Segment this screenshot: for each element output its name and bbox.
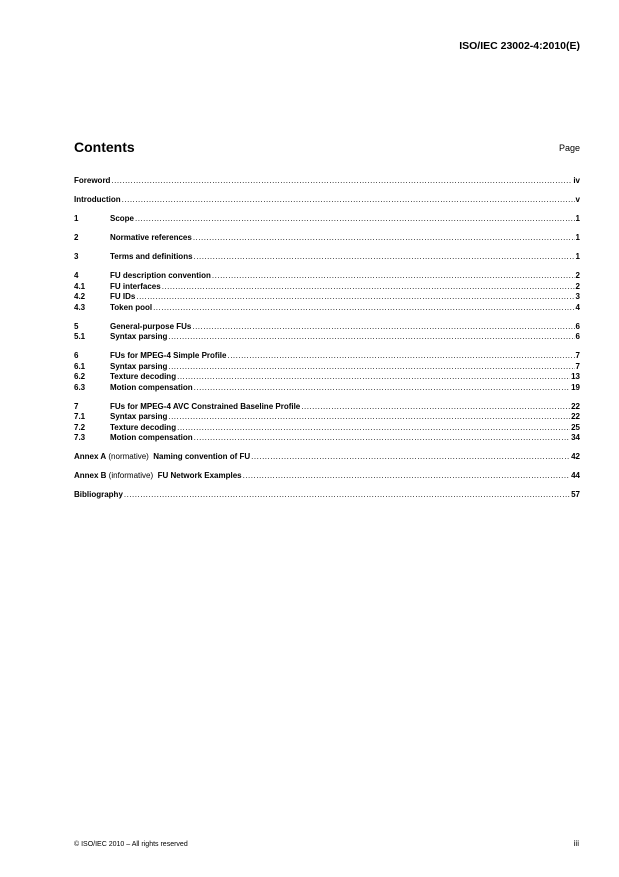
dot-leader: [122, 195, 575, 206]
toc-entry-number: 4.2: [74, 292, 86, 301]
toc-entry-title-main: Scope: [110, 214, 135, 223]
toc-entry-title: [110, 362, 167, 373]
toc-entry[interactable]: [74, 176, 580, 187]
toc-entry[interactable]: [74, 402, 580, 413]
toc-entry-title-main: FUs for MPEG-4 Simple Profile: [110, 351, 227, 360]
toc-entry-title-main: Annex B: [74, 471, 107, 480]
dot-leader: [135, 214, 575, 225]
toc-entry-page: 44: [571, 471, 580, 480]
dot-leader: [136, 292, 574, 303]
toc-entry-title: [74, 471, 242, 482]
toc-entry[interactable]: [74, 383, 580, 394]
toc-entry-title-main: General-purpose FUs: [110, 321, 192, 331]
toc-entry-title-main: Texture decoding: [110, 422, 177, 432]
toc-entry-annex-title: Naming convention of FU: [153, 452, 251, 461]
toc-entry-number: 3: [74, 252, 79, 261]
toc-entry-title-main: Motion compensation: [110, 382, 193, 392]
toc-entry-number: 6.2: [74, 372, 86, 381]
toc-entry-page: 1: [575, 214, 580, 223]
toc-entry-title-main: FU interfaces: [110, 281, 161, 291]
toc-entry-title: [74, 490, 123, 501]
toc-entry[interactable]: [74, 214, 580, 225]
toc-entry-number: 6.3: [74, 382, 86, 392]
toc-entry-title: [110, 402, 300, 413]
toc-entry-annex-title: FU Network Examples: [157, 471, 242, 480]
toc-entry-title: [110, 423, 176, 434]
toc-entry-number: 7.1: [74, 412, 86, 421]
dot-leader: [301, 402, 570, 413]
toc-entry[interactable]: [74, 490, 580, 501]
toc-entry[interactable]: [74, 351, 580, 362]
toc-entry-title: [110, 332, 167, 343]
toc-entry-page: 34: [571, 433, 580, 442]
dot-leader: [194, 433, 570, 444]
footer-copyright: © ISO/IEC 2010 – All rights reserved: [74, 841, 188, 848]
toc-entry-page: 6: [575, 321, 580, 331]
toc-entry-title: [110, 372, 176, 383]
toc-entry-title: [110, 233, 192, 244]
document-id-header: ISO/IEC 23002-4:2010(E): [459, 40, 580, 52]
toc-entry-title-main: Terms and definitions: [110, 252, 193, 261]
toc-entry[interactable]: [74, 372, 580, 383]
dot-leader: [192, 322, 574, 333]
dot-leader: [212, 271, 575, 282]
toc-entry-number: 1: [74, 214, 79, 223]
toc-entry[interactable]: [74, 303, 580, 314]
dot-leader: [111, 176, 572, 187]
toc-entry[interactable]: [74, 423, 580, 434]
dot-leader: [168, 412, 570, 423]
toc-entry[interactable]: [74, 332, 580, 343]
toc-entry-title: [110, 282, 161, 293]
toc-entry-page: 19: [571, 382, 580, 392]
toc-entry[interactable]: [74, 252, 580, 263]
toc-entry-title: [110, 322, 191, 333]
dot-leader: [251, 452, 570, 463]
toc-entry-number: 7.2: [74, 422, 86, 432]
toc-entry-number: 7: [74, 401, 79, 411]
toc-entry-title-main: Bibliography: [74, 490, 123, 499]
toc-entry-number: 7.3: [74, 433, 86, 442]
toc-entry-title: [74, 176, 110, 187]
dot-leader: [153, 303, 574, 314]
dot-leader: [177, 423, 570, 434]
toc-entry-number: 5: [74, 321, 79, 331]
toc-entry-title: [110, 292, 135, 303]
toc-entry-title-main: Texture decoding: [110, 372, 177, 381]
toc-entry-title-main: Syntax parsing: [110, 332, 168, 341]
toc-entry-title: [74, 452, 250, 463]
toc-entry[interactable]: [74, 271, 580, 282]
toc-entry-title: [110, 252, 193, 263]
toc-entry-number: 4.1: [74, 281, 86, 291]
toc-entry-page: 22: [571, 412, 580, 421]
dot-leader: [168, 332, 574, 343]
toc-entry[interactable]: [74, 233, 580, 244]
footer-page-number: iii: [573, 839, 579, 848]
toc-entry-title-main: Motion compensation: [110, 433, 193, 442]
dot-leader: [194, 252, 575, 263]
toc-entry-page: 25: [571, 422, 580, 432]
toc-entry-number: 4: [74, 271, 79, 280]
toc-entry-page: 42: [571, 452, 580, 461]
toc-entry-annex-type: (informative): [106, 471, 158, 480]
toc-entry-annex-type: (normative): [106, 452, 154, 461]
toc-entry-title-main: FU IDs: [110, 292, 136, 301]
toc-entry[interactable]: [74, 322, 580, 333]
toc-entry-number: 5.1: [74, 332, 86, 341]
toc-entry-title-main: Foreword: [74, 176, 111, 185]
toc-entry-title-main: Annex A: [74, 452, 107, 461]
toc-entry-title-main: Token pool: [110, 302, 153, 312]
toc-entry-page: 7: [575, 361, 580, 371]
dot-leader: [124, 490, 570, 501]
toc-entry-title: [110, 383, 193, 394]
toc-entry-page: 4: [575, 302, 580, 312]
toc-entry[interactable]: [74, 471, 580, 482]
toc-entry[interactable]: [74, 412, 580, 423]
dot-leader: [194, 383, 570, 394]
toc-entry-page: v: [575, 195, 580, 204]
toc-entry[interactable]: [74, 195, 580, 206]
toc-entry-page: 7: [575, 351, 580, 360]
toc-entry-number: 4.3: [74, 302, 86, 312]
dot-leader: [243, 471, 570, 482]
toc-entry-page: 13: [571, 372, 580, 381]
toc-entry-title-main: Syntax parsing: [110, 412, 168, 421]
dot-leader: [227, 351, 574, 362]
toc-entry[interactable]: [74, 452, 580, 463]
table-of-contents: [74, 176, 580, 501]
toc-entry-page: 1: [575, 233, 580, 242]
dot-leader: [193, 233, 575, 244]
dot-leader: [162, 282, 575, 293]
toc-entry-page: 6: [575, 332, 580, 341]
toc-entry-page: 1: [575, 252, 580, 261]
toc-entry[interactable]: [74, 292, 580, 303]
toc-entry-title-main: Syntax parsing: [110, 361, 168, 371]
page-column-label: Page: [558, 143, 580, 153]
toc-entry[interactable]: [74, 282, 580, 293]
dot-leader: [168, 362, 574, 373]
toc-entry-title: [110, 433, 193, 444]
toc-entry-page: 2: [575, 271, 580, 280]
toc-entry-title: [74, 195, 121, 206]
toc-entry-page: iv: [573, 176, 580, 185]
toc-entry-title-main: FUs for MPEG-4 AVC Constrained Baseline Profile: [110, 401, 301, 411]
toc-entry[interactable]: [74, 362, 580, 373]
toc-entry-page: 22: [571, 401, 580, 411]
toc-entry-title-main: FU description convention: [110, 271, 211, 280]
dot-leader: [177, 372, 570, 383]
toc-entry-title-main: Normative references: [110, 233, 192, 242]
toc-entry-title: [110, 303, 152, 314]
toc-entry-number: 6: [74, 351, 79, 360]
toc-entry-title: [110, 412, 167, 423]
toc-entry-page: 2: [575, 281, 580, 291]
toc-entry-number: 6.1: [74, 361, 86, 371]
toc-entry-number: 2: [74, 233, 79, 242]
toc-entry-title: [110, 271, 211, 282]
toc-entry-page: 3: [575, 292, 580, 301]
toc-entry-page: 57: [571, 490, 580, 499]
toc-entry-title-main: Introduction: [74, 195, 121, 204]
toc-entry-title: [110, 214, 134, 225]
toc-entry[interactable]: [74, 433, 580, 444]
contents-title: Contents: [74, 139, 135, 155]
toc-entry-title: [110, 351, 226, 362]
